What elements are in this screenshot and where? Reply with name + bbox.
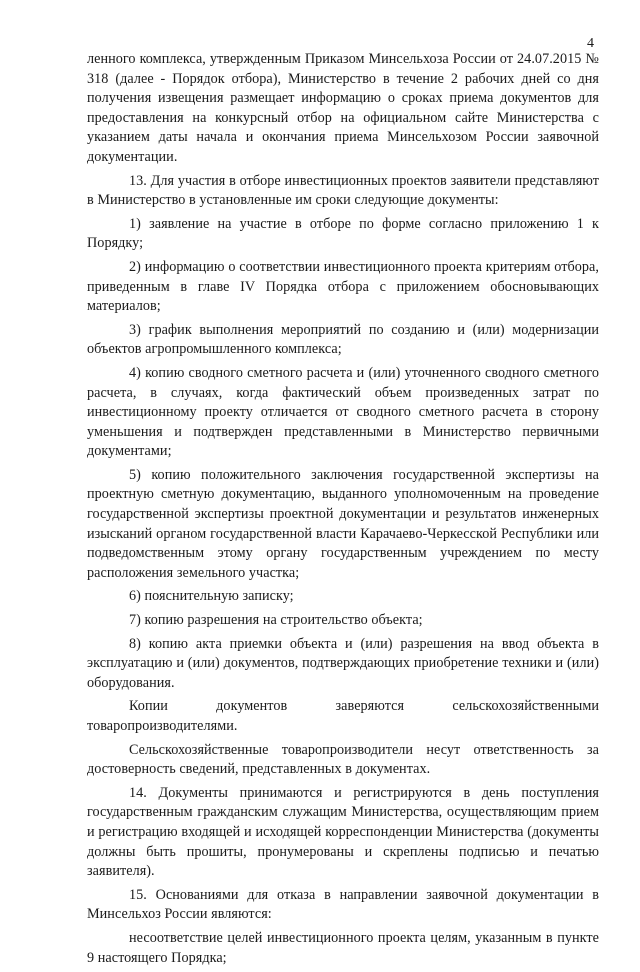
list-item-1: 1) заявление на участие в отборе по форме согласно приложению 1 к Порядку; <box>87 215 599 252</box>
list-item-6: 6) пояснительную записку; <box>129 588 294 605</box>
list-item-2: 2) информацию о соответствии инвестиционного проекта критериям отбора, приведенным в главе IV Порядка отбора с приложением обосновывающих материалов; <box>87 258 599 315</box>
list-item-5: 5) копию положительного заключения государственной экспертизы на проектную сметную документацию, выданного уполномоченным на проведение государственной экспертизы проектной документации и результатов инженерных изысканий органом государственной власти Карачаево-Черкесской Республики или подведомственным этому органу государственным учреждением по месту расположения земельного участка; <box>87 466 599 581</box>
paragraph-section-14: 14. Документы принимаются и регистрируются в день поступления государственным гражданским служащим Министерства, осуществляющим прием и регистрацию входящей и исходящей корреспонденции Министерства (документы должны быть прошиты, пронумерованы и скреплены подписью и печатью заявителя). <box>87 784 599 880</box>
page-number: 4 <box>587 36 594 51</box>
paragraph-responsibility: Сельскохозяйственные товаропроизводители несут ответственность за достоверность сведений, представленных в документах. <box>87 741 599 778</box>
paragraph-section-13: 13. Для участия в отборе инвестиционных проектов заявители представляют в Министерство в установленные им сроки следующие документы: <box>87 172 599 209</box>
paragraph-refusal-ground-1: несоответствие целей инвестиционного проекта целям, указанным в пункте 9 настоящего Порядка; <box>87 929 599 966</box>
list-item-7: 7) копию разрешения на строительство объекта; <box>129 612 423 629</box>
list-item-4: 4) копию сводного сметного расчета и (или) уточненного сводного сметного расчета, в случаях, когда фактический объем произведенных затрат по инвестиционному проекту отличается от сводного сметного расчета в сторону уменьшения и подтвержден представленными в Министерство первичными документами; <box>87 364 599 460</box>
document-body <box>87 50 599 972</box>
paragraph-copies-certified: Копии документов заверяются сельскохозяйственными товаропроизводителями. <box>87 698 599 734</box>
list-item-8: 8) копию акта приемки объекта и (или) разрешения на ввод объекта в эксплуатацию и (или) документов, подтверждающих приобретение техники и (или) оборудования. <box>87 635 599 691</box>
paragraph-section-15: 15. Основаниями для отказа в направлении заявочной документации в Минсельхоз России являются: <box>87 886 599 923</box>
list-item-3: 3) график выполнения мероприятий по созданию и (или) модернизации объектов агропромышленного комплекса; <box>87 321 599 358</box>
paragraph-continuation: ленного комплекса, утвержденным Приказом Минсельхоза России от 24.07.2015 № 318 (далее - Порядок отбора), Министерство в течение 2 рабочих дней со дня получения извещения размещает информацию о сроках приема документов для предоставления на конкурсный отбор на официальном сайте Министерства с указанием даты начала и окончания приема Минсельхозом России заявочной документации. <box>87 51 599 165</box>
